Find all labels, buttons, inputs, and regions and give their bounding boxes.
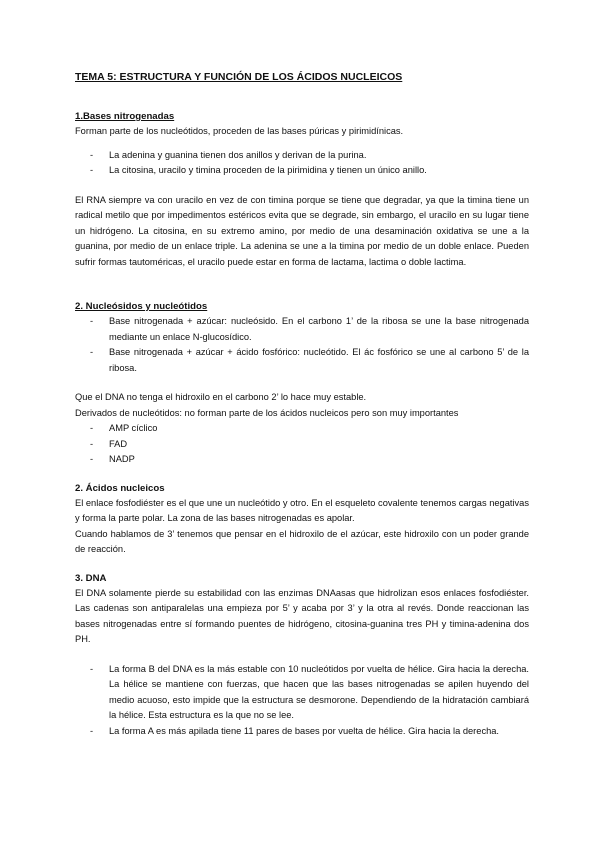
- bullet-dash: -: [90, 423, 94, 433]
- list-item: - Base nitrogenada + azúcar: nucleósido. En el carbono 1’ de la ribosa se une la base nitrogenada mediante un enlace N-glucosídico.: [90, 316, 529, 342]
- heading-dna: 3. DNA: [75, 572, 107, 584]
- bases-list: [75, 148, 529, 179]
- list-item: - Base nitrogenada + azúcar + ácido fosfórico: nucleótido. El ác fosfórico se une al carbono 5’ de la ribosa.: [90, 347, 529, 373]
- heading-nucleosidos: 2. Nucleósidos y nucleótidos: [75, 301, 208, 312]
- bases-intro: Forman parte de los nucleótidos, proceden de las bases púricas y pirimidínicas.: [75, 126, 404, 136]
- heading-bases: 1.Bases nitrogenadas: [75, 111, 175, 122]
- bases-paragraph: El RNA siempre va con uracilo en vez de con timina porque se tiene que degradar, ya que la timina tiene un radical metilo que por impedimentos estéricos evita que se degrade, sin embargo, el uracilo en su lugar tiene un hidrógeno. La citosina, en su extremo amino, por medio de una desaminación oxidativa se une a la guanina, por medio de un enlace triple. La adenina se une a la timina por medio de un doble enlace. Pueden sufrir formas tautoméricas, el uracilo puede estar en forma de lactama, lactima o doble lactima.: [75, 194, 529, 267]
- bullet-dash: -: [90, 149, 94, 160]
- list-item: - FAD: [75, 437, 529, 453]
- nucleosidos-line1: Que el DNA no tenga el hidroxilo en el carbono 2’ lo hace muy estable.: [75, 392, 367, 402]
- bullet-dash: -: [90, 454, 94, 464]
- bullet-dash: -: [90, 165, 94, 175]
- list-item: - AMP cíclico: [75, 421, 529, 437]
- bullet-dash: -: [90, 347, 94, 357]
- nucleosidos-list: [75, 314, 529, 376]
- list-item: - La forma B del DNA es la más estable con 10 nucleótidos por vuelta de hélice. Gira hacia la derecha. La hélice se mantiene con fuerzas, que hacen que las bases nitrogenadas se apilen huyendo del medio acuoso, esto impide que la estructura se desmorone. Dependiendo de la hidratación cambiará la hélice. Esta estructura es la que no se lee.: [90, 663, 529, 720]
- heading-acidos: 2. Ácidos nucleicos: [75, 482, 165, 494]
- list-item: - NADP: [75, 452, 529, 468]
- list-item: - La citosina, uracilo y timina proceden de la pirimidina y tienen un único anillo.: [75, 163, 529, 179]
- bullet-dash: -: [90, 663, 94, 674]
- nucleosidos-line2: Derivados de nucleótidos: no forman parte de los ácidos nucleicos pero son muy importantes: [75, 407, 459, 418]
- derivados-list: [75, 421, 529, 468]
- acidos-p1: El enlace fosfodiéster es el que une un nucleótido y otro. En el esqueleto covalente tenemos cargas negativas y forma la parte polar. La zona de las bases nitrogenadas es apolar.: [75, 497, 529, 523]
- bullet-dash: -: [90, 316, 94, 326]
- dna-list: [75, 662, 529, 740]
- acidos-p2: Cuando hablamos de 3’ tenemos que pensar en el hidroxilo de el azúcar, este hidroxilo con un poder grande de reacción.: [75, 528, 529, 554]
- dna-p1: El DNA solamente pierde su estabilidad con las enzimas DNAasas que hidrolizan esos enlaces fosfodiéster. Las cadenas son antiparalelas una empieza por 5’ y acaba por 3’ y la otra al revés. Donde reaccionan las bases nitrogenadas entre sí formando puentes de hidrógeno, citosina-guanina tres PH y timina-adenina dos PH.: [75, 587, 529, 644]
- list-item: - La forma A es más apilada tiene 11 pares de bases por vuelta de hélice. Gira hacia la derecha.: [75, 724, 529, 740]
- document-title: TEMA 5: ESTRUCTURA Y FUNCIÓN DE LOS ÁCIDOS NUCLEICOS: [75, 71, 403, 83]
- list-item: - La adenina y guanina tienen dos anillos y derivan de la purina.: [75, 148, 529, 164]
- bullet-dash: -: [90, 725, 94, 736]
- bullet-dash: -: [90, 438, 94, 449]
